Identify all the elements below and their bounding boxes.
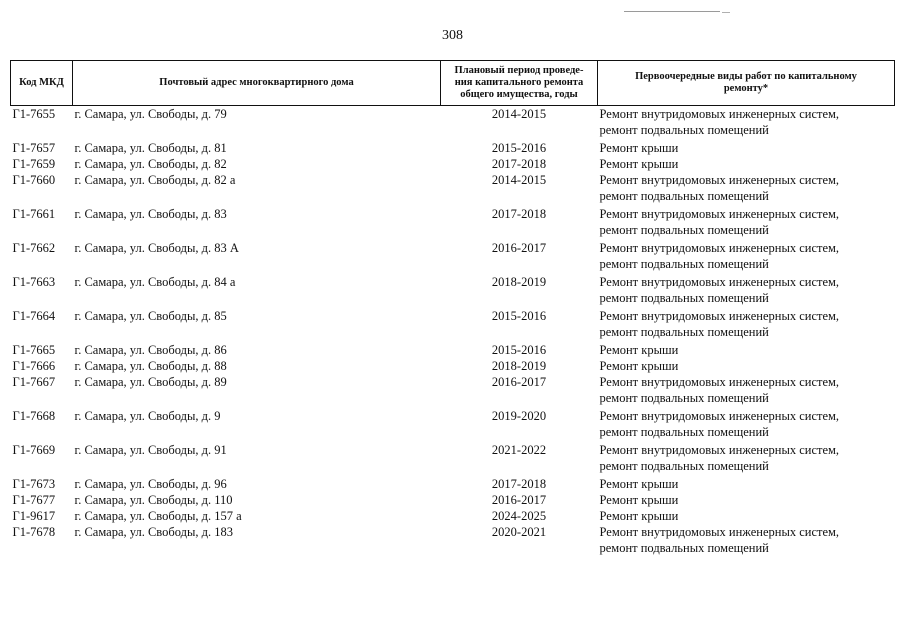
row-works bbox=[598, 274, 895, 308]
table-row bbox=[11, 408, 895, 442]
row-address: г. Самара, ул. Свободы, д. 157 а bbox=[74, 509, 242, 523]
row-period: 2017-2018 bbox=[491, 157, 547, 171]
scan-artifact-line bbox=[624, 11, 720, 12]
row-works bbox=[598, 358, 895, 374]
row-works-line: Ремонт внутридомовых инженерных систем, bbox=[599, 375, 840, 389]
row-works bbox=[598, 524, 895, 558]
table-row bbox=[11, 442, 895, 476]
row-works-line: Ремонт внутридомовых инженерных систем, bbox=[599, 241, 840, 255]
table-row bbox=[11, 508, 895, 524]
row-works-line: Ремонт крыши bbox=[599, 359, 679, 373]
row-works-line: Ремонт крыши bbox=[599, 141, 679, 155]
table-row bbox=[11, 140, 895, 156]
row-works-line: Ремонт внутридомовых инженерных систем, bbox=[599, 443, 840, 457]
row-works-line: Ремонт внутридомовых инженерных систем, bbox=[599, 207, 840, 221]
row-code: Г1-7655 bbox=[12, 107, 56, 121]
row-period: 2018-2019 bbox=[491, 275, 547, 289]
table-row bbox=[11, 156, 895, 172]
row-works-line: Ремонт внутридомовых инженерных систем, bbox=[599, 107, 840, 121]
row-works-line: ремонт подвальных помещений bbox=[599, 291, 769, 305]
table-row bbox=[11, 476, 895, 492]
row-works-line: Ремонт крыши bbox=[599, 493, 679, 507]
row-address: г. Самара, ул. Свободы, д. 110 bbox=[74, 493, 233, 507]
row-period: 2014-2015 bbox=[491, 173, 547, 187]
header-period-line: Плановый период проведе- bbox=[454, 65, 584, 76]
row-works bbox=[598, 408, 895, 442]
row-address: г. Самара, ул. Свободы, д. 79 bbox=[74, 107, 227, 121]
row-works-line: Ремонт внутридомовых инженерных систем, bbox=[599, 309, 840, 323]
row-code: Г1-7669 bbox=[12, 443, 56, 457]
row-period: 2019-2020 bbox=[491, 409, 547, 423]
header-code: Код МКД bbox=[11, 61, 73, 106]
row-address: г. Самара, ул. Свободы, д. 82 bbox=[74, 157, 227, 171]
row-works-line: ремонт подвальных помещений bbox=[599, 123, 769, 137]
row-works bbox=[598, 508, 895, 524]
table-header-row bbox=[11, 61, 895, 106]
row-works-line: ремонт подвальных помещений bbox=[599, 541, 769, 555]
row-works-line: Ремонт внутридомовых инженерных систем, bbox=[599, 525, 840, 539]
row-code: Г1-7678 bbox=[12, 525, 56, 539]
header-works-line: Первоочередные виды работ по капитальному bbox=[635, 71, 857, 82]
row-address: г. Самара, ул. Свободы, д. 9 bbox=[74, 409, 221, 423]
table-row bbox=[11, 206, 895, 240]
row-works-line: ремонт подвальных помещений bbox=[599, 459, 769, 473]
row-works bbox=[598, 492, 895, 508]
row-works-line: Ремонт крыши bbox=[599, 157, 679, 171]
row-works-line: Ремонт внутридомовых инженерных систем, bbox=[599, 409, 840, 423]
row-code: Г1-7662 bbox=[12, 241, 56, 255]
row-code: Г1-9617 bbox=[12, 509, 56, 523]
row-period: 2024-2025 bbox=[491, 509, 547, 523]
row-code: Г1-7664 bbox=[12, 309, 56, 323]
header-address: Почтовый адрес многоквартирного дома bbox=[73, 61, 441, 106]
row-works bbox=[598, 476, 895, 492]
row-works-line: Ремонт крыши bbox=[599, 509, 679, 523]
table-row bbox=[11, 358, 895, 374]
row-address: г. Самара, ул. Свободы, д. 89 bbox=[74, 375, 227, 389]
row-works-line: ремонт подвальных помещений bbox=[599, 257, 769, 271]
table-row bbox=[11, 308, 895, 342]
row-code: Г1-7668 bbox=[12, 409, 56, 423]
row-period: 2015-2016 bbox=[491, 343, 547, 357]
row-period: 2016-2017 bbox=[491, 493, 547, 507]
row-works-line: ремонт подвальных помещений bbox=[599, 425, 769, 439]
row-address: г. Самара, ул. Свободы, д. 84 а bbox=[74, 275, 236, 289]
row-period: 2017-2018 bbox=[491, 477, 547, 491]
row-address: г. Самара, ул. Свободы, д. 183 bbox=[74, 525, 233, 539]
scan-artifact-dash bbox=[722, 12, 730, 13]
row-works bbox=[598, 206, 895, 240]
table-row bbox=[11, 172, 895, 206]
row-works-line: Ремонт крыши bbox=[599, 477, 679, 491]
row-works-line: Ремонт крыши bbox=[599, 343, 679, 357]
row-works-line: ремонт подвальных помещений bbox=[599, 325, 769, 339]
row-period: 2015-2016 bbox=[491, 141, 547, 155]
row-works-line: ремонт подвальных помещений bbox=[599, 223, 769, 237]
row-address: г. Самара, ул. Свободы, д. 88 bbox=[74, 359, 227, 373]
table-body bbox=[11, 106, 895, 559]
row-period: 2018-2019 bbox=[491, 359, 547, 373]
header-works-line: ремонту* bbox=[723, 83, 769, 94]
row-code: Г1-7673 bbox=[12, 477, 56, 491]
row-works bbox=[598, 172, 895, 206]
row-works bbox=[598, 106, 895, 141]
table-row bbox=[11, 240, 895, 274]
row-address: г. Самара, ул. Свободы, д. 82 а bbox=[74, 173, 236, 187]
row-works bbox=[598, 308, 895, 342]
row-address: г. Самара, ул. Свободы, д. 81 bbox=[74, 141, 227, 155]
row-code: Г1-7667 bbox=[12, 375, 56, 389]
row-works bbox=[598, 342, 895, 358]
row-works bbox=[598, 442, 895, 476]
header-period bbox=[441, 61, 598, 106]
row-code: Г1-7659 bbox=[12, 157, 56, 171]
row-code: Г1-7665 bbox=[12, 343, 56, 357]
row-works-line: Ремонт внутридомовых инженерных систем, bbox=[599, 173, 840, 187]
row-code: Г1-7657 bbox=[12, 141, 56, 155]
row-address: г. Самара, ул. Свободы, д. 86 bbox=[74, 343, 227, 357]
row-period: 2016-2017 bbox=[491, 375, 547, 389]
row-works-line: Ремонт внутридомовых инженерных систем, bbox=[599, 275, 840, 289]
header-works bbox=[598, 61, 895, 106]
row-period: 2016-2017 bbox=[491, 241, 547, 255]
header-period-line: общего имущества, годы bbox=[460, 89, 578, 100]
row-period: 2020-2021 bbox=[491, 525, 547, 539]
row-period: 2021-2022 bbox=[491, 443, 547, 457]
header-period-line: ния капитального ремонта bbox=[454, 77, 584, 88]
row-works bbox=[598, 140, 895, 156]
row-address: г. Самара, ул. Свободы, д. 85 bbox=[74, 309, 227, 323]
table-row bbox=[11, 374, 895, 408]
row-period: 2015-2016 bbox=[491, 309, 547, 323]
table-row bbox=[11, 524, 895, 558]
row-code: Г1-7666 bbox=[12, 359, 56, 373]
table-row bbox=[11, 492, 895, 508]
row-code: Г1-7661 bbox=[12, 207, 56, 221]
row-works bbox=[598, 156, 895, 172]
row-address: г. Самара, ул. Свободы, д. 96 bbox=[74, 477, 227, 491]
table-row bbox=[11, 274, 895, 308]
row-code: Г1-7660 bbox=[12, 173, 56, 187]
page-number: 308 bbox=[442, 28, 463, 43]
row-works-line: ремонт подвальных помещений bbox=[599, 391, 769, 405]
row-address: г. Самара, ул. Свободы, д. 91 bbox=[74, 443, 227, 457]
row-code: Г1-7677 bbox=[12, 493, 56, 507]
row-period: 2017-2018 bbox=[491, 207, 547, 221]
row-works bbox=[598, 374, 895, 408]
row-works-line: ремонт подвальных помещений bbox=[599, 189, 769, 203]
row-works bbox=[598, 240, 895, 274]
row-address: г. Самара, ул. Свободы, д. 83 А bbox=[74, 241, 239, 255]
row-period: 2014-2015 bbox=[491, 107, 547, 121]
table-row bbox=[11, 106, 895, 141]
capital-repair-table bbox=[10, 60, 895, 558]
row-address: г. Самара, ул. Свободы, д. 83 bbox=[74, 207, 227, 221]
table-row bbox=[11, 342, 895, 358]
row-code: Г1-7663 bbox=[12, 275, 56, 289]
